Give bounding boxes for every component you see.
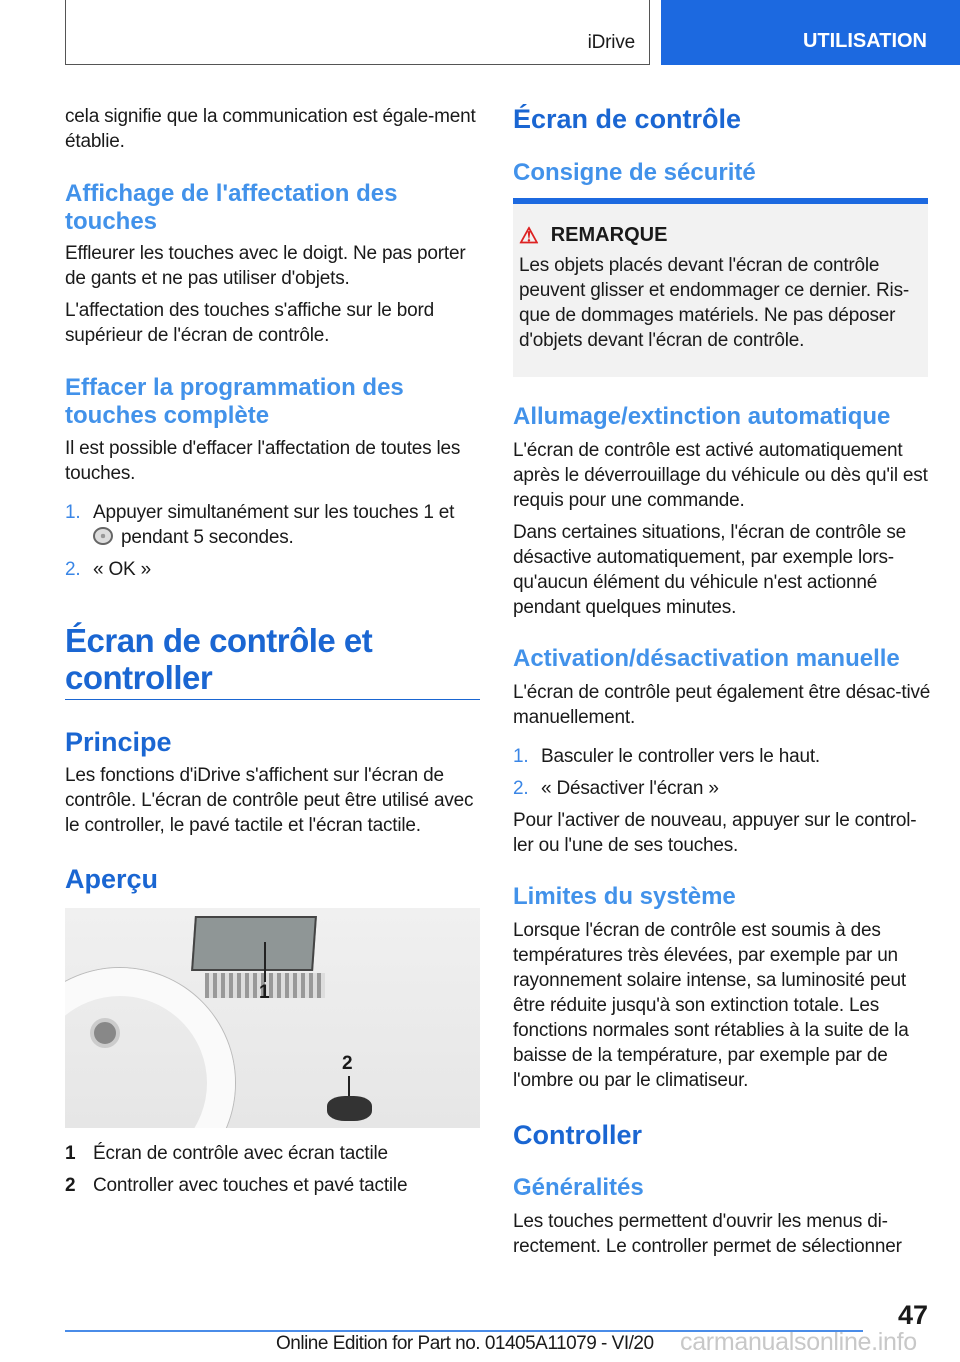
legend-text: Écran de contrôle avec écran tactile	[93, 1143, 388, 1164]
figure-label-2: 2	[342, 1053, 353, 1074]
divider	[65, 699, 480, 700]
footer-edition: Online Edition for Part no. 01405A11079 - VI/20	[276, 1333, 654, 1354]
para-affichage-1: Effleurer les touches avec le doigt. Ne pas porter de gants et ne pas utiliser d'objets.	[65, 243, 466, 289]
page-number: 47	[897, 1300, 928, 1330]
heading-ecran: Écran de contrôle	[513, 104, 742, 134]
wheel-button-icon	[93, 527, 113, 545]
step-number: 1.	[513, 746, 529, 767]
para-allumage-1: L'écran de contrôle est activé automatiquement après le déverrouillage du véhicule ou dès qu'il est requis pour une commande.	[513, 440, 928, 511]
legend-1	[65, 1141, 480, 1166]
heading-apercu: Aperçu	[65, 864, 159, 894]
para-activation: L'écran de contrôle peut également être désac-tivé manuellement.	[513, 682, 931, 728]
intro-text: cela signifie que la communication est égale-ment établie.	[65, 106, 476, 152]
step-2	[513, 776, 931, 801]
warning-icon: ⚠	[519, 222, 539, 248]
legend-number: 2	[65, 1175, 76, 1196]
heading-principe: Principe	[65, 727, 172, 757]
notice-title: REMARQUE	[550, 224, 668, 246]
bmw-logo-icon	[90, 1018, 120, 1048]
notice-box	[513, 198, 928, 377]
step-text-cont: pendant 5 secondes.	[121, 527, 294, 548]
heading-generalites: Généralités	[513, 1174, 644, 1201]
legend-number: 1	[65, 1143, 76, 1164]
heading-allumage: Allumage/extinction automatique	[513, 403, 891, 430]
para-allumage-2: Dans certaines situations, l'écran de contrôle se désactive automatiquement, par exemple lors-qu'aucun élément du véhicule n'est actionné pendant quelques minutes.	[513, 522, 907, 618]
para-activation-2: Pour l'activer de nouveau, appuyer sur le control-ler ou l'une de ses touches.	[513, 810, 917, 856]
heading-limites: Limites du système	[513, 883, 736, 910]
para-principe: Les fonctions d'iDrive s'affichent sur l'écran de contrôle. L'écran de contrôle peut être utilisé avec le controller, le pavé tactile et l'écran tactile.	[65, 765, 474, 836]
step-number: 2.	[65, 559, 81, 580]
header-section: iDrive	[587, 32, 635, 53]
step-text: « OK »	[93, 559, 151, 580]
step-number: 2.	[513, 778, 529, 799]
figure-label-1: 1	[259, 982, 270, 1003]
step-1	[65, 500, 480, 550]
header-tab	[661, 0, 960, 65]
step-text: Appuyer simultanément sur les touches 1 et	[93, 502, 455, 523]
para-affichage-2: L'affectation des touches s'affiche sur le bord supérieur de l'écran de contrôle.	[65, 300, 434, 346]
step-2	[65, 557, 480, 582]
step-number: 1.	[65, 502, 81, 523]
heading-affichage: Affichage de l'affectation des touches	[65, 180, 398, 235]
heading-controller: Controller	[513, 1120, 643, 1150]
header-tab-label: UTILISATION	[802, 30, 927, 52]
heading-activation: Activation/désactivation manuelle	[513, 645, 900, 672]
controller-shape	[327, 1096, 372, 1121]
screen-shape	[191, 916, 317, 971]
step-text: Basculer le controller vers le haut.	[541, 746, 820, 767]
para-limites: Lorsque l'écran de contrôle est soumis à des températures très élevées, par exemple par un rayonnement solaire intense, sa luminosité peut être réduite jusqu'à son extinction totale. Les fonctions normales sont rétablies à la suite de la baisse de la température, par exemple par de l'ombre ou par le climatiseur.	[513, 920, 909, 1091]
watermark: carmanualsonline.info	[680, 1328, 917, 1356]
heading-ecran-controller: Écran de contrôle et controller	[65, 622, 373, 696]
legend-text: Controller avec touches et pavé tactile	[93, 1175, 408, 1196]
para-effacer: Il est possible d'effacer l'affectation de toutes les touches.	[65, 438, 461, 484]
legend-2	[65, 1173, 480, 1198]
dashboard-figure	[65, 908, 480, 1128]
step-1	[513, 744, 931, 769]
notice-text: Les objets placés devant l'écran de contrôle peuvent glisser et endommager ce dernier. Ris-que de dommages matériels. Ne pas déposer d'objets devant l'écran de contrôle.	[519, 255, 909, 351]
para-generalites: Les touches permettent d'ouvrir les menus di-rectement. Le controller permet de sélectionner	[513, 1211, 902, 1257]
heading-consigne: Consigne de sécurité	[513, 159, 756, 186]
heading-effacer: Effacer la programmation des touches complète	[65, 374, 404, 429]
header-section-box	[65, 0, 650, 65]
step-text: « Désactiver l'écran »	[541, 778, 719, 799]
